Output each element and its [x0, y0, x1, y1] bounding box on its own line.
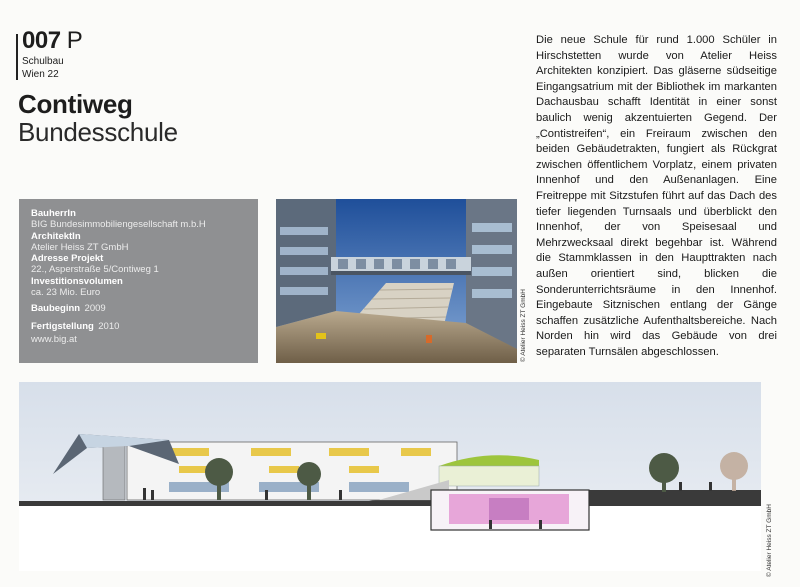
building-section-drawing: [19, 382, 761, 571]
project-code: [22, 29, 82, 53]
construction-photo: [276, 199, 517, 363]
section-drawing-graphic: [19, 382, 761, 571]
info-value-adresse: 22., Asperstraße 5/Contiweg 1: [31, 264, 159, 276]
info-value-baubeginn: 2009: [84, 303, 106, 315]
page-subtitle: Bundesschule: [18, 117, 178, 147]
district-label: Wien 22: [22, 69, 59, 80]
info-value-bauherrin: BIG Bundesimmobiliengesellschaft m.b.H: [31, 219, 206, 231]
project-letter: P: [66, 27, 83, 54]
page-title: Contiweg: [18, 89, 133, 119]
info-label-architektin: ArchitektIn: [31, 230, 81, 242]
info-label-adresse: Adresse Projekt: [31, 253, 104, 265]
info-label-baubeginn: Baubeginn: [31, 303, 81, 315]
project-info-box: [19, 199, 258, 363]
info-label-bauherrin: BauherrIn: [31, 208, 76, 219]
construction-photo-graphic: [276, 199, 517, 363]
info-label-fertigstellung: Fertigstellung: [31, 321, 94, 333]
info-value-investition: ca. 23 Mio. Euro: [31, 287, 101, 299]
info-value-architektin: Atelier Heiss ZT GmbH: [31, 241, 129, 253]
photo-credit: © Atelier Heiss ZT GmbH: [520, 289, 527, 362]
info-value-fertigstellung: 2010: [98, 321, 120, 333]
project-number: 007: [22, 27, 61, 54]
article-body: Die neue Schule für rund 1.000 Schüler in Hirschstetten wurde von Atelier Heiss Architekten konzipiert. Das gläserne südseitige Eingangsatrium mit der Bibliothek im markanten Dachausbau schafft Identität in einer sonst baulich wenig akzentuierten Gegend. Der „Contistreifen“, ein Freiraum zwischen den beiden Gebäudetrakten, fungiert als Rückgrat zwischen öffentlichem Vorplatz, einem privaten Innenhof und den Außenanlagen. Eine Freitreppe mit Sitzstufen führt auf das Dach des tiefer liegenden Turnsaals und überblickt den Innenhof, der von Speisesaal und Mehrzwecksaal direkt begehbar ist. Während die Stammklassen in den Haupttrakten nach außen orientiert sind, blicken die Sonderunterrichtsräume in den Innenhof. Eingebaute Sitznischen entlang der Gänge schaffen zusätzliche Aufenthaltsbereiche. Nach Norden hin wird das Gebäude von drei separaten Turnsälen abgeschlossen.: [536, 34, 777, 358]
drawing-credit: © Atelier Heiss ZT GmbH: [766, 504, 773, 577]
info-label-investition: Investitionsvolumen: [31, 275, 123, 287]
code-bar: [16, 34, 18, 80]
info-website-link[interactable]: www.big.at: [31, 334, 77, 346]
category-label: Schulbau: [22, 56, 64, 67]
